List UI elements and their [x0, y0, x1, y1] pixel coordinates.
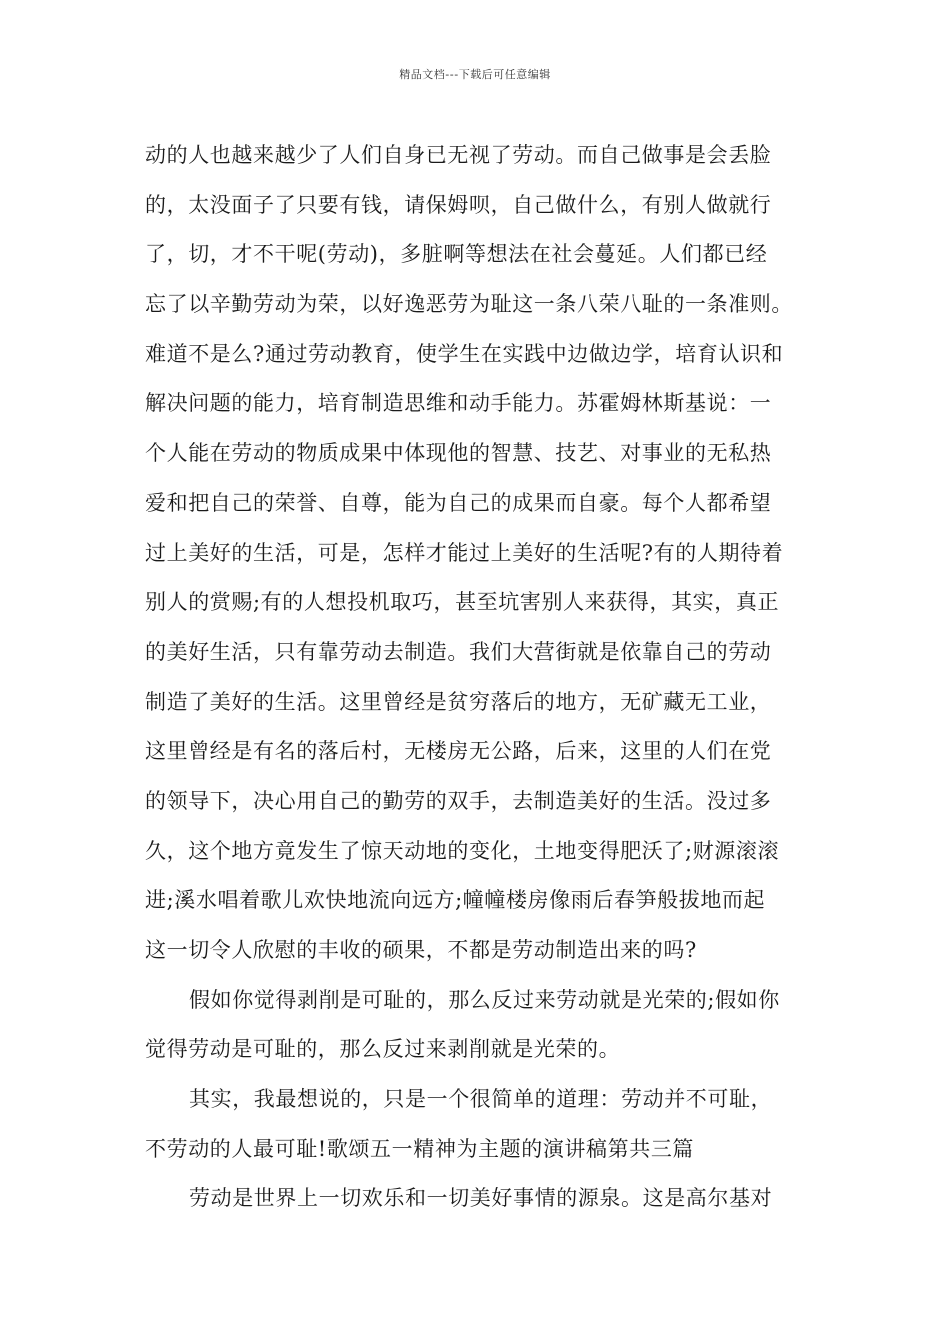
text-line: 不劳动的人最可耻!歌颂五一精神为主题的演讲稿第共三篇: [145, 1136, 695, 1161]
text-line: 过上美好的生活，可是，怎样才能过上美好的生活呢?有的人期待着: [145, 540, 784, 565]
text-line: 制造了美好的生活。这里曾经是贫穷落后的地方，无矿藏无工业，: [145, 689, 772, 714]
page-header: 精品文档---下载后可任意编辑: [399, 68, 551, 81]
text-line: 劳动是世界上一切欢乐和一切美好事情的源泉。这是高尔基对: [189, 1186, 773, 1211]
text-line: 久，这个地方竟发生了惊天动地的变化，土地变得肥沃了;财源滚滚: [145, 838, 780, 863]
text-line: 爱和把自己的荣誉、自尊，能为自己的成果而自豪。每个人都希望: [145, 490, 772, 515]
text-line: 这里曾经是有名的落后村，无楼房无公路，后来，这里的人们在党: [145, 739, 772, 764]
text-line: 动的人也越来越少了人们自身已无视了劳动。而自己做事是会丢脸: [145, 143, 772, 167]
text-line: 觉得劳动是可耻的，那么反过来剥削就是光荣的。: [145, 1037, 621, 1062]
text-line: 其实，我最想说的，只是一个很简单的道理：劳动并不可耻，: [189, 1087, 773, 1112]
text-line: 了，切，才不干呢(劳动)，多脏啊等想法在社会蔓延。人们都已经: [145, 242, 768, 267]
text-line: 假如你觉得剥削是可耻的，那么反过来劳动就是光荣的;假如你: [189, 987, 780, 1012]
text-line: 个人能在劳动的物质成果中体现他的智慧、技艺、对事业的无私热: [145, 441, 772, 466]
text-line: 这一切令人欣慰的丰收的硕果，不都是劳动制造出来的吗?: [145, 938, 697, 962]
text-line: 难道不是么?通过劳动教育，使学生在实践中边做边学，培育认识和: [145, 341, 784, 366]
text-line: 的，太没面子了只要有钱，请保姆呗，自己做什么，有别人做就行: [145, 192, 772, 217]
text-line: 解决问题的能力，培育制造思维和动手能力。苏霍姆林斯基说：一: [145, 391, 772, 416]
text-line: 的美好生活，只有靠劳动去制造。我们大营街就是依靠自己的劳动: [145, 639, 772, 664]
text-line: 的领导下，决心用自己的勤劳的双手，去制造美好的生活。没过多: [145, 788, 772, 813]
document-body: [145, 131, 825, 1224]
text-line: 忘了以辛勤劳动为荣，以好逸恶劳为耻这一条八荣八耻的一条准则。: [145, 292, 793, 317]
text-line: 进;溪水唱着歌儿欢快地流向远方;幢幢楼房像雨后春笋般拔地而起: [145, 888, 766, 913]
text-line: 别人的赏赐;有的人想投机取巧，甚至坑害别人来获得，其实，真正: [145, 590, 780, 615]
